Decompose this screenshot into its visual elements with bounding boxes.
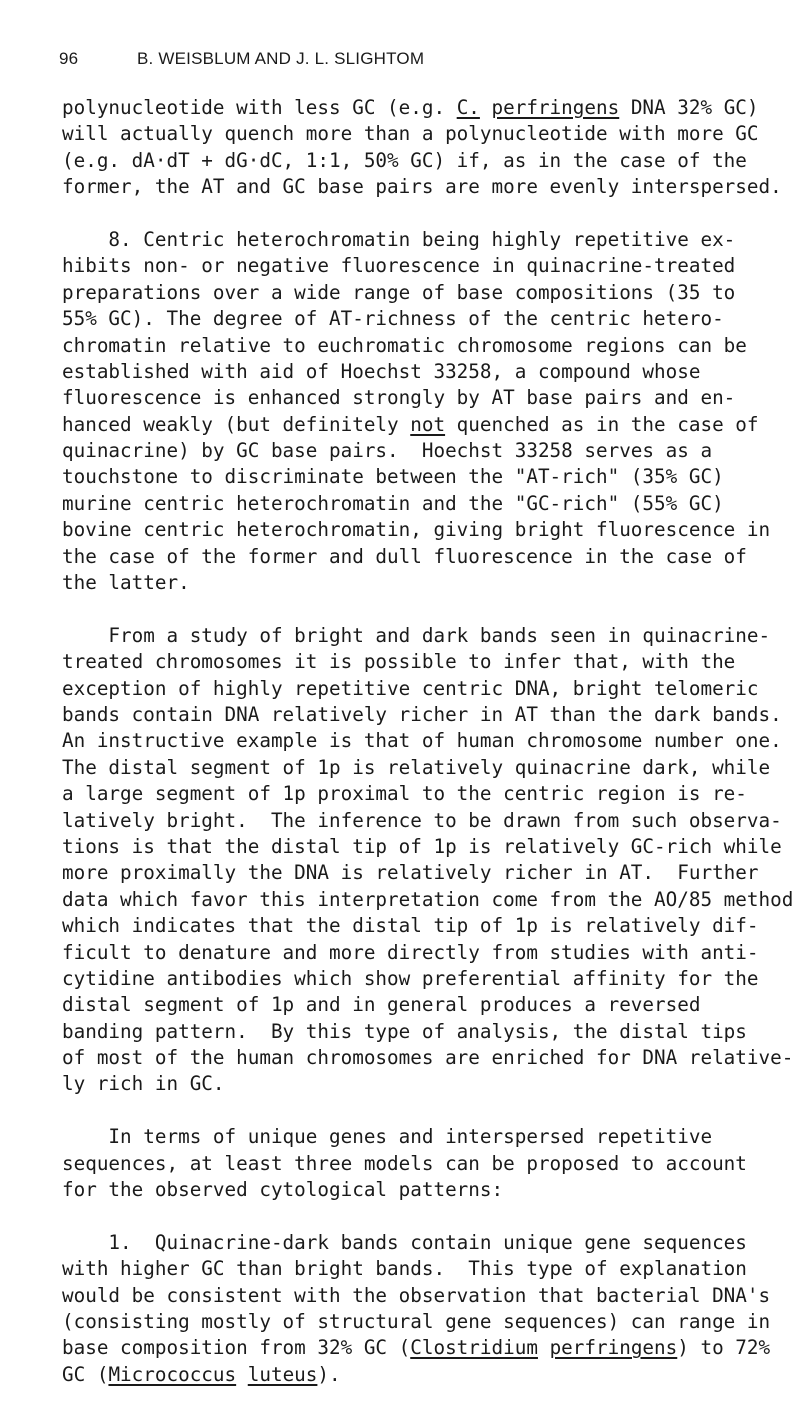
text-segment: will actually quench more than a polynucleotide with more GC bbox=[62, 122, 759, 146]
text-line bbox=[62, 1071, 782, 1097]
text-line bbox=[62, 280, 782, 306]
text-line bbox=[62, 1362, 782, 1388]
text-segment: bovine centric heterochromatin, giving bright fluorescence in bbox=[62, 518, 771, 542]
text-segment: quenched as in the case of bbox=[445, 412, 759, 436]
text-segment: An instructive example is that of human chromosome number one. bbox=[62, 729, 782, 753]
text-segment: DNA 32% GC) bbox=[619, 96, 759, 119]
text-segment: 55% GC). The degree of AT-richness of the centric hetero- bbox=[62, 307, 724, 331]
text-line bbox=[62, 966, 782, 992]
text-segment: ) to 72% bbox=[677, 1336, 771, 1360]
text-line bbox=[62, 174, 782, 200]
text-line bbox=[62, 1151, 782, 1177]
text-line bbox=[62, 95, 782, 121]
text-segment: preparations over a wide range of base compositions (35 to bbox=[62, 280, 736, 304]
text-segment: a large segment of 1p proximal to the centric region is re- bbox=[62, 782, 747, 806]
text-segment bbox=[538, 1336, 550, 1359]
text-line bbox=[62, 1309, 782, 1335]
underlined-term: perfringens bbox=[549, 1336, 678, 1360]
text-line bbox=[62, 676, 782, 702]
text-segment: more proximally the DNA is relatively richer in AT. Further bbox=[62, 861, 759, 885]
text-line bbox=[62, 1256, 782, 1282]
text-segment: hibits non- or negative fluorescence in quinacrine-treated bbox=[62, 254, 736, 278]
text-line bbox=[62, 940, 782, 966]
underlined-term: Clostridium bbox=[410, 1336, 538, 1360]
text-segment: the case of the former and dull fluorescence in the case of bbox=[62, 544, 747, 568]
paragraph bbox=[62, 95, 782, 201]
text-line bbox=[62, 913, 782, 939]
underlined-term: luteus bbox=[247, 1362, 318, 1386]
text-line bbox=[62, 517, 782, 543]
text-segment: 1. Quinacrine-dark bands contain unique gene sequences bbox=[62, 1230, 747, 1254]
text-line bbox=[62, 438, 782, 464]
text-segment: banding pattern. By this type of analysis, the distal tips bbox=[62, 1019, 747, 1043]
text-segment: of most of the human chromosomes are enriched for DNA relative- bbox=[62, 1046, 794, 1070]
text-segment: for the observed cytological patterns: bbox=[62, 1178, 504, 1202]
text-line bbox=[62, 728, 782, 754]
text-segment: ). bbox=[317, 1362, 341, 1386]
text-line bbox=[62, 464, 782, 490]
underlined-term: C. bbox=[456, 96, 480, 119]
text-line bbox=[62, 755, 782, 781]
text-line bbox=[62, 623, 782, 649]
paragraph bbox=[62, 227, 782, 596]
paragraph bbox=[62, 1124, 782, 1203]
text-line bbox=[62, 148, 782, 174]
text-segment: with higher GC than bright bands. This type of explanation bbox=[62, 1257, 747, 1281]
text-line bbox=[62, 491, 782, 517]
underlined-term: not bbox=[410, 412, 446, 436]
text-segment: which indicates that the distal tip of 1p is relatively dif- bbox=[62, 914, 759, 938]
text-segment: (e.g. dA·dT + dG·dC, 1:1, 50% GC) if, as in the case of the bbox=[62, 148, 747, 172]
text-line bbox=[62, 544, 782, 570]
text-segment: The distal segment of 1p is relatively quinacrine dark, while bbox=[62, 755, 771, 779]
paragraph bbox=[62, 623, 794, 1098]
text-line bbox=[62, 649, 782, 675]
text-segment: murine centric heterochromatin and the "GC-rich" (55% GC) bbox=[62, 491, 724, 515]
text-segment: the latter. bbox=[62, 571, 190, 595]
text-segment: quinacrine) by GC base pairs. Hoechst 33258 serves as a bbox=[62, 439, 713, 463]
text-segment bbox=[236, 1363, 248, 1386]
text-segment: would be consistent with the observation that bacterial DNA's bbox=[62, 1283, 771, 1307]
text-segment: base composition from 32% GC ( bbox=[62, 1336, 411, 1360]
text-segment bbox=[480, 96, 492, 119]
text-line bbox=[62, 333, 782, 359]
text-line bbox=[62, 1230, 782, 1256]
text-line bbox=[62, 808, 782, 834]
text-segment: cytidine antibodies which show preferential affinity for the bbox=[62, 966, 759, 990]
text-line bbox=[62, 570, 782, 596]
text-segment: fluorescence is enhanced strongly by AT base pairs and en- bbox=[62, 386, 736, 410]
text-segment: latively bright. The inference to be drawn from such observa- bbox=[62, 808, 782, 832]
text-segment: hanced weakly (but definitely bbox=[62, 412, 411, 436]
text-segment: sequences, at least three models can be proposed to account bbox=[62, 1151, 747, 1175]
text-line bbox=[62, 412, 782, 438]
text-segment: GC ( bbox=[62, 1362, 109, 1386]
text-segment: established with aid of Hoechst 33258, a compound whose bbox=[62, 359, 701, 383]
text-line bbox=[62, 1335, 782, 1361]
text-segment: From a study of bright and dark bands seen in quinacrine- bbox=[62, 623, 771, 647]
text-segment: In terms of unique genes and interspersed repetitive bbox=[62, 1125, 713, 1149]
running-header bbox=[59, 49, 424, 69]
text-line bbox=[62, 702, 782, 728]
text-segment: exception of highly repetitive centric DNA, bright telomeric bbox=[62, 676, 759, 700]
text-line bbox=[62, 1177, 782, 1203]
text-segment: treated chromosomes it is possible to infer that, with the bbox=[62, 650, 736, 674]
text-segment: ficult to denature and more directly from studies with anti- bbox=[62, 940, 759, 964]
text-line bbox=[62, 253, 782, 279]
text-line bbox=[62, 1283, 782, 1309]
text-segment: former, the AT and GC base pairs are more evenly interspersed. bbox=[62, 175, 782, 199]
underlined-term: perfringens bbox=[491, 96, 620, 119]
text-segment: (consisting mostly of structural gene sequences) can range in bbox=[62, 1309, 771, 1333]
text-line bbox=[62, 306, 782, 332]
paragraph bbox=[62, 1230, 782, 1388]
text-segment: chromatin relative to euchromatic chromosome regions can be bbox=[62, 333, 747, 357]
text-line bbox=[62, 359, 782, 385]
text-line bbox=[62, 385, 782, 411]
text-line bbox=[62, 992, 782, 1018]
page-number: 96 bbox=[59, 49, 79, 68]
text-line bbox=[62, 227, 782, 253]
body-text bbox=[62, 95, 794, 1415]
text-line bbox=[62, 781, 782, 807]
text-segment: bands contain DNA relatively richer in AT than the dark bands. bbox=[62, 702, 782, 726]
text-segment: polynucleotide with less GC (e.g. bbox=[62, 96, 457, 119]
text-line bbox=[62, 887, 794, 913]
text-segment: distal segment of 1p and in general produces a reversed bbox=[62, 993, 701, 1017]
text-segment: 8. Centric heterochromatin being highly repetitive ex- bbox=[62, 227, 736, 251]
text-line bbox=[62, 1019, 782, 1045]
text-segment: data which favor this interpretation come from the AO/85 method bbox=[62, 887, 794, 911]
text-segment: touchstone to discriminate between the "AT-rich" (35% GC) bbox=[62, 465, 724, 489]
author-line: B. WEISBLUM AND J. L. SLIGHTOM bbox=[137, 49, 425, 68]
text-line bbox=[62, 121, 782, 147]
text-line bbox=[62, 1045, 794, 1071]
text-line bbox=[62, 834, 782, 860]
text-line bbox=[62, 860, 782, 886]
text-segment: ly rich in GC. bbox=[62, 1072, 225, 1096]
text-segment: tions is that the distal tip of 1p is relatively GC-rich while bbox=[62, 834, 782, 858]
underlined-term: Micrococcus bbox=[108, 1362, 237, 1386]
text-line bbox=[62, 1124, 782, 1150]
